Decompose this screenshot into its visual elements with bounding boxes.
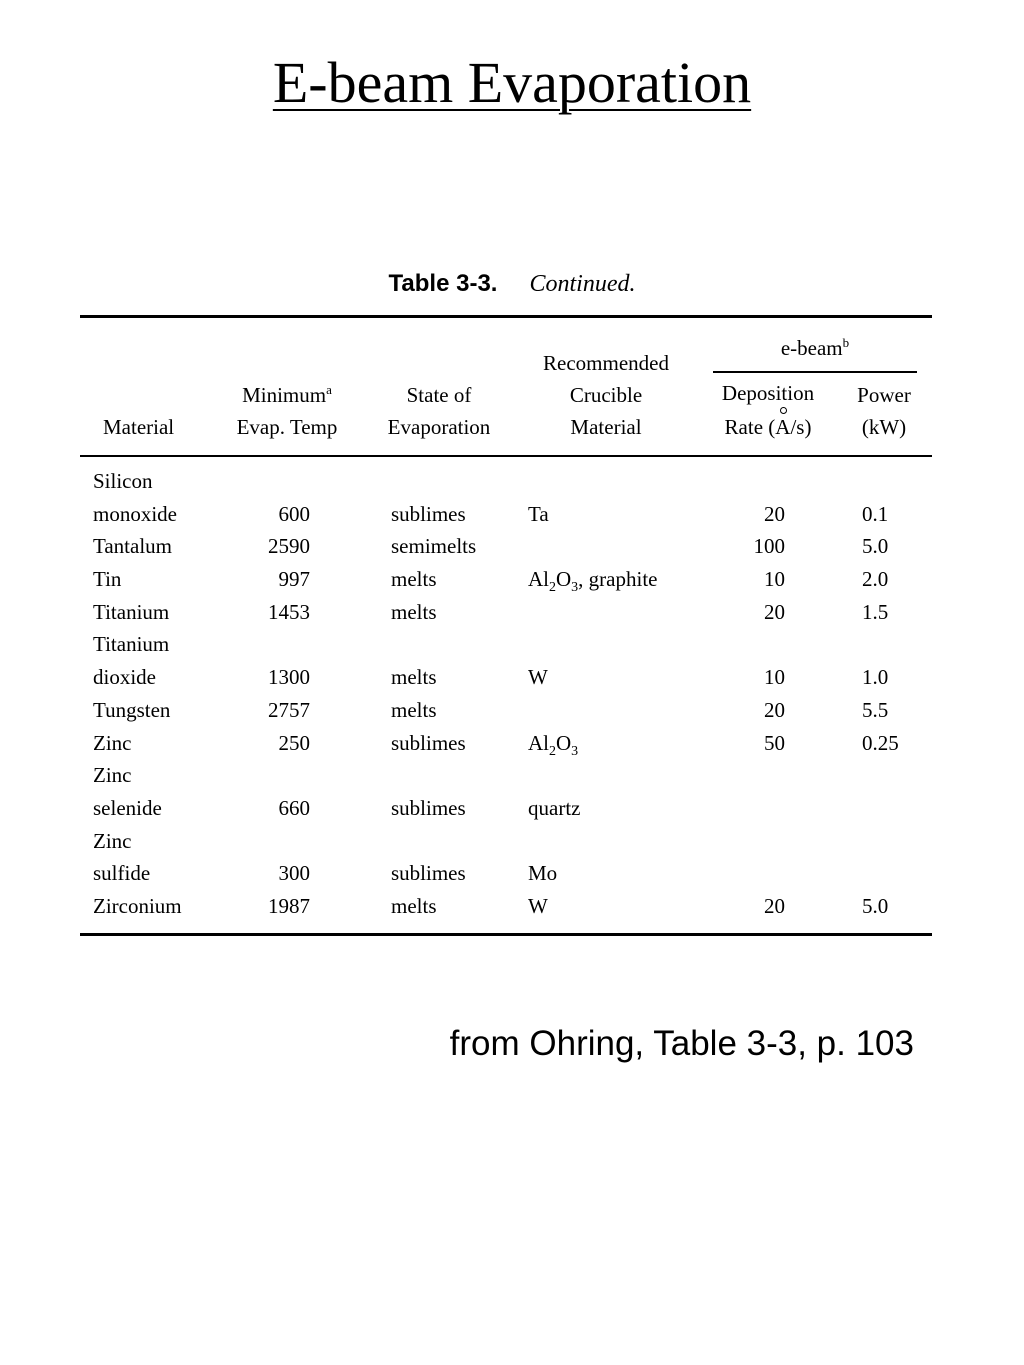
table-caption [0,268,1024,300]
cell-min-temp: 2757 [268,697,310,722]
table-row [0,530,1024,563]
cell-deposition-rate: 20 [764,501,785,526]
header-min-temp-line2: Evap. Temp [236,415,338,439]
table-row [0,759,1024,792]
table-row [0,727,1024,760]
header-state [376,379,502,443]
header-ebeam: e-beam$^b$ [780,335,850,360]
cell-min-temp: 1453 [268,599,310,624]
cell-state: melts [391,665,437,690]
table-row [0,792,1024,825]
cell-crucible: W [528,665,548,690]
cell-state: melts [391,599,437,624]
table-row [0,498,1024,531]
cell-material: Titanium [93,632,170,657]
table-top-rule [80,315,932,318]
cell-min-temp: 997 [278,567,310,592]
cell-material: Titanium [93,599,170,624]
cell-power: 0.1 [862,501,889,526]
header-power-line1: Power [857,383,911,407]
footnote-a: a [326,382,332,397]
cell-state: sublimes [391,501,466,526]
cell-state: semimelts [391,534,477,559]
table-row [0,857,1024,890]
cell-power: 2.0 [862,567,889,592]
header-crucible [528,347,684,443]
cell-material: Silicon [93,469,153,493]
cell-power: 1.5 [862,599,889,624]
cell-power: 5.0 [862,534,889,559]
cell-deposition-rate: 20 [764,599,785,624]
table-row [0,890,1024,923]
table-row [0,563,1024,596]
cell-material: dioxide [93,665,156,690]
table-header-rule [80,455,932,457]
cell-material: Zinc [93,730,132,755]
cell-min-temp: 600 [278,501,310,526]
header-crucible-line1: Recommended [543,351,669,375]
cell-material: Zinc [93,763,132,788]
cell-material: Tungsten [93,697,171,722]
table-row [0,465,1024,498]
header-rate-line1: Deposition [721,381,815,405]
cell-power: 0.25 [862,730,899,755]
cell-crucible: $Al_2O_3$ [528,730,579,759]
cell-deposition-rate: 20 [764,893,785,918]
header-min-temp-line1: Minimum$^a$ [242,382,332,407]
cell-min-temp: 250 [278,730,310,755]
cell-power: 1.0 [862,665,889,690]
header-power [846,379,922,443]
table-row [0,694,1024,727]
cell-power: 5.0 [862,893,889,918]
table-caption-label: Table 3-3. [388,270,498,297]
header-material-label: Material [103,415,175,439]
cell-state: sublimes [391,795,466,820]
cell-material: Tantalum [93,534,173,559]
cell-crucible: quartz [528,795,581,820]
cell-state: melts [391,893,437,918]
footnote-b: b [842,335,850,350]
header-state-line2: Evaporation [387,415,491,439]
table-bottom-rule [80,933,932,936]
table-row [0,825,1024,858]
cell-min-temp: 660 [278,795,310,820]
cell-min-temp: 1300 [268,665,310,690]
cell-deposition-rate: 20 [764,697,785,722]
cell-material: Tin [93,567,122,592]
cell-state: melts [391,567,437,592]
cell-material: selenide [93,795,162,820]
cell-crucible: Mo [528,861,558,886]
cell-state: sublimes [391,730,466,755]
cell-material: Zirconium [93,893,182,918]
cell-power: 5.5 [862,697,889,722]
cell-material: monoxide [93,501,177,526]
header-rate-line2: Rate (A/s) [706,411,830,443]
cell-min-temp: 2590 [268,534,310,559]
header-power-line2: (kW) [861,415,907,439]
source-citation: from Ohring, Table 3-3, p. 103 [449,1024,914,1063]
header-material [103,411,174,443]
cell-state: sublimes [391,861,466,886]
cell-material: Zinc [93,828,132,853]
cell-deposition-rate: 50 [764,730,785,755]
cell-min-temp: 300 [278,861,310,886]
cell-crucible: $Al_2O_3$, graphite [528,567,658,596]
header-state-line1: State of [406,383,472,407]
header-crucible-line3: Material [570,415,642,439]
ebeam-group-rule [713,371,917,373]
header-deposition-rate [706,377,830,443]
cell-crucible: Ta [528,501,549,526]
table-body [0,465,1024,923]
cell-deposition-rate: 10 [764,567,785,592]
angstrom-unit: A [775,411,790,443]
slide-title: E-beam Evaporation [272,50,752,115]
table-caption-note: Continued. [529,271,636,297]
table-row [0,661,1024,694]
cell-deposition-rate: 10 [764,665,785,690]
table-row [0,596,1024,629]
cell-deposition-rate: 100 [753,534,785,559]
cell-material: sulfide [93,861,151,886]
header-crucible-line2: Crucible [569,383,643,407]
header-min-temp [224,379,350,443]
cell-min-temp: 1987 [268,893,310,918]
cell-crucible: W [528,893,548,918]
cell-state: melts [391,697,437,722]
table-row [0,628,1024,661]
